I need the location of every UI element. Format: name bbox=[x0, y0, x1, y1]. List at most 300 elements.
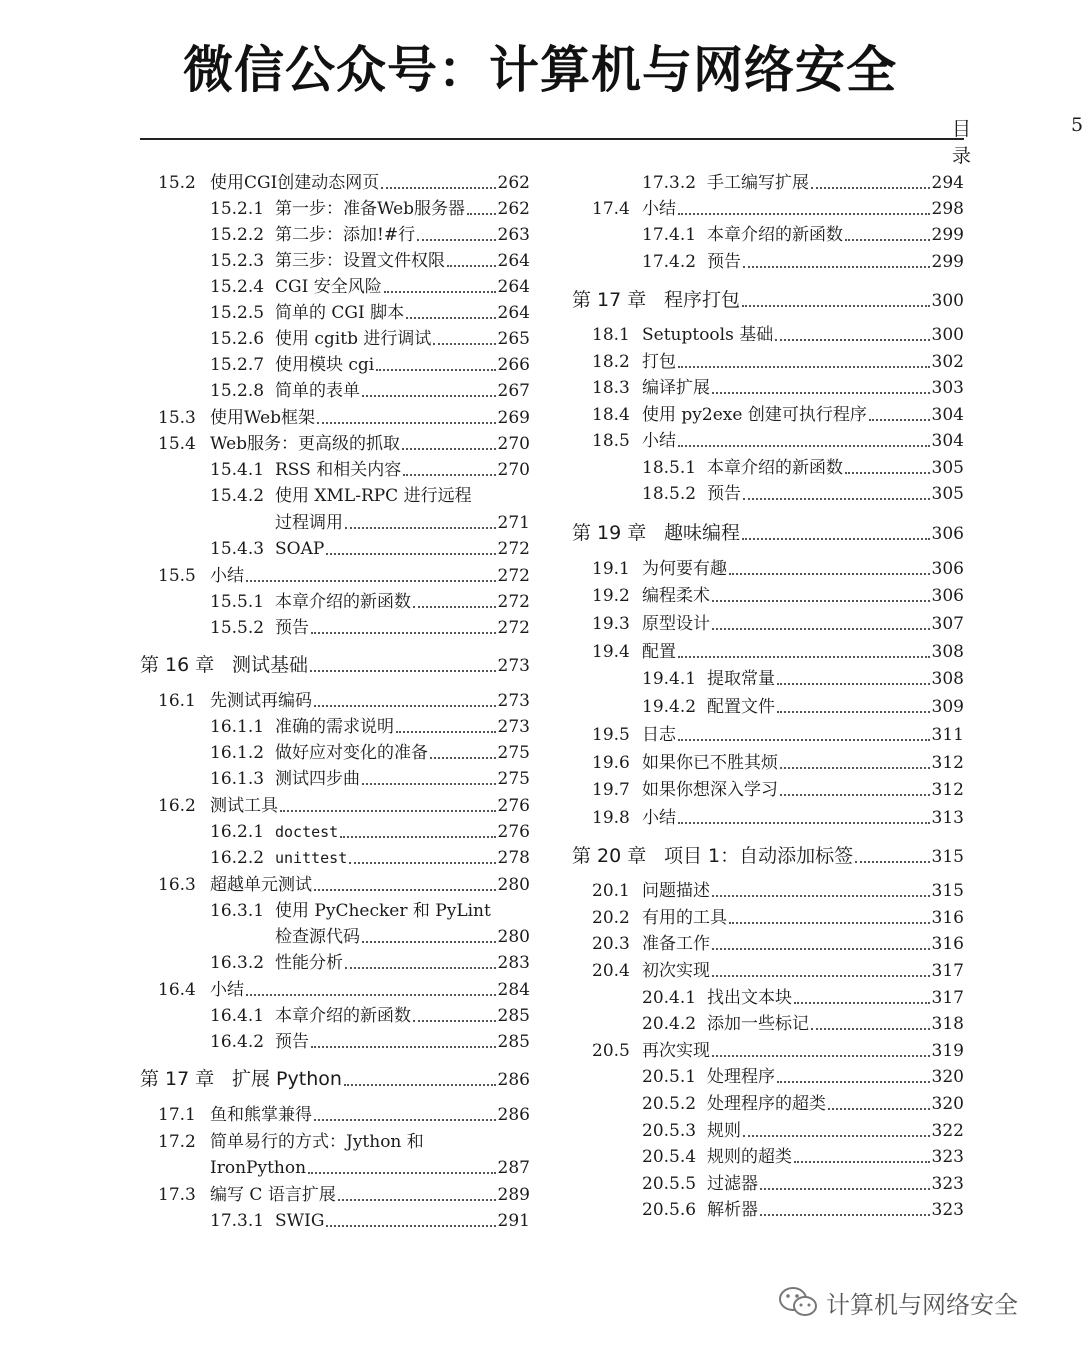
toc-entry-page-number: 312 bbox=[931, 780, 964, 800]
toc-entry-title: 程序打包 bbox=[664, 289, 741, 311]
toc-entry-row bbox=[140, 222, 530, 248]
toc-entry-title: 预告 bbox=[275, 1032, 309, 1052]
toc-entry-row bbox=[572, 196, 964, 222]
toc-entry-title: 再次实现 bbox=[642, 1041, 710, 1061]
toc-entry-title: 处理程序的超类 bbox=[707, 1094, 826, 1114]
dot-leader bbox=[760, 1214, 930, 1216]
toc-entry-row bbox=[572, 1091, 964, 1117]
dot-leader bbox=[777, 711, 930, 713]
toc-entry-row bbox=[572, 722, 964, 748]
toc-entry-number: 15.5.1 bbox=[210, 592, 265, 612]
dot-leader bbox=[402, 448, 496, 450]
toc-entry-page-number: 272 bbox=[497, 566, 530, 586]
toc-entry-title: IronPython bbox=[210, 1158, 307, 1178]
toc-entry-number: 16.1.3 bbox=[210, 769, 265, 789]
toc-chapter-row bbox=[140, 1064, 530, 1094]
toc-entry-title: 处理程序 bbox=[707, 1067, 775, 1087]
toc-entry-page-number: 306 bbox=[931, 559, 964, 579]
dot-leader bbox=[742, 538, 930, 540]
toc-entry-page-number: 323 bbox=[931, 1147, 964, 1167]
toc-entry-page-number: 280 bbox=[497, 927, 530, 947]
dot-leader bbox=[678, 213, 930, 215]
toc-entry-page-number: 316 bbox=[931, 934, 964, 954]
toc-entry-title: 使用 XML-RPC 进行远程 bbox=[275, 486, 472, 506]
toc-entry-row bbox=[572, 611, 964, 637]
toc-entry-page-number: 270 bbox=[497, 434, 530, 454]
dot-leader bbox=[413, 606, 496, 608]
toc-entry-row bbox=[572, 1197, 964, 1223]
toc-entry-number: 18.5.2 bbox=[642, 484, 697, 504]
toc-entry-page-number: 264 bbox=[497, 251, 530, 271]
dot-leader bbox=[433, 343, 495, 345]
toc-entry-row bbox=[572, 1171, 964, 1197]
dot-leader bbox=[326, 1225, 495, 1227]
toc-entry-row bbox=[572, 455, 964, 481]
toc-entry-number: 18.5.1 bbox=[642, 458, 697, 478]
toc-entry-title: 测试工具 bbox=[210, 796, 278, 816]
toc-entry-row bbox=[572, 666, 964, 692]
dot-leader bbox=[467, 213, 496, 215]
toc-entry-row bbox=[572, 905, 964, 931]
toc-entry-number: 15.2.3 bbox=[210, 251, 265, 271]
toc-entry-row bbox=[572, 556, 964, 582]
toc-entry-page-number: 291 bbox=[497, 1211, 530, 1231]
toc-entry-number: 20.5.1 bbox=[642, 1067, 697, 1087]
toc-entry-page-number: 299 bbox=[931, 252, 964, 272]
toc-entry-page-number: 264 bbox=[497, 277, 530, 297]
toc-entry-title: 做好应对变化的准备 bbox=[275, 743, 428, 763]
dot-leader bbox=[384, 291, 496, 293]
toc-entry-title: 添加一些标记 bbox=[707, 1014, 809, 1034]
toc-entry-row bbox=[140, 898, 530, 924]
toc-entry-row bbox=[140, 793, 530, 819]
toc-entry-page-number: 278 bbox=[497, 848, 530, 868]
toc-entry-title: 趣味编程 bbox=[664, 522, 741, 544]
toc-entry-title: 小结 bbox=[642, 431, 676, 451]
toc-entry-number: 17.3.2 bbox=[642, 173, 697, 193]
dot-leader bbox=[314, 889, 496, 891]
toc-entry-title: 打包 bbox=[642, 352, 676, 372]
dot-leader bbox=[406, 317, 495, 319]
toc-entry-title: 第一步：准备Web服务器 bbox=[275, 199, 466, 219]
toc-entry-row bbox=[140, 378, 530, 404]
toc-entry-page-number: 285 bbox=[497, 1006, 530, 1026]
dot-leader bbox=[413, 1020, 496, 1022]
dot-leader bbox=[344, 1084, 496, 1086]
toc-entry-row bbox=[140, 766, 530, 792]
toc-entry-page-number: 315 bbox=[931, 847, 964, 867]
toc-entry-row bbox=[140, 170, 530, 196]
dot-leader bbox=[869, 419, 930, 421]
toc-entry-number: 19.4.1 bbox=[642, 669, 697, 689]
dot-leader bbox=[712, 392, 930, 394]
toc-entry-row bbox=[572, 1038, 964, 1064]
toc-entry-number: 18.5 bbox=[592, 431, 630, 451]
toc-entry-page-number: 317 bbox=[931, 961, 964, 981]
toc-entry-number: 16.2.1 bbox=[210, 822, 265, 842]
toc-chapter-row bbox=[572, 285, 964, 315]
toc-entry-row bbox=[572, 222, 964, 248]
toc-entry-number: 15.2.5 bbox=[210, 303, 265, 323]
toc-entry-title: 第二步：添加!#行 bbox=[275, 225, 416, 245]
toc-entry-number: 19.2 bbox=[592, 586, 630, 606]
toc-entry-number: 19.3 bbox=[592, 614, 630, 634]
dot-leader bbox=[678, 445, 930, 447]
toc-entry-page-number: 273 bbox=[497, 691, 530, 711]
toc-entry-page-number: 323 bbox=[931, 1174, 964, 1194]
toc-entry-page-number: 266 bbox=[497, 355, 530, 375]
toc-entry-row bbox=[140, 1129, 530, 1155]
dot-leader bbox=[345, 967, 496, 969]
toc-entry-title: 预告 bbox=[707, 252, 741, 272]
toc-entry-number: 15.2.4 bbox=[210, 277, 265, 297]
toc-entry-title: 检查源代码 bbox=[275, 927, 360, 947]
toc-entry-title: 找出文本块 bbox=[707, 988, 792, 1008]
toc-entry-page-number: 276 bbox=[497, 822, 530, 842]
toc-entry-page-number: 275 bbox=[497, 743, 530, 763]
toc-entry-page-number: 306 bbox=[931, 524, 964, 544]
toc-entry-page-number: 308 bbox=[931, 642, 964, 662]
toc-entry-number: 15.4.3 bbox=[210, 539, 265, 559]
toc-entry-row bbox=[140, 714, 530, 740]
toc-entry-page-number: 303 bbox=[931, 378, 964, 398]
toc-entry-row bbox=[140, 1003, 530, 1029]
toc-entry-number: 18.2 bbox=[592, 352, 630, 372]
dot-leader bbox=[308, 1172, 496, 1174]
banner-title: 微信公众号：计算机与网络安全 bbox=[183, 41, 897, 99]
toc-entry-page-number: 294 bbox=[931, 173, 964, 193]
toc-entry-title: Setuptools 基础 bbox=[642, 325, 774, 345]
toc-entry-row bbox=[140, 924, 530, 950]
toc-entry-number: 16.4.1 bbox=[210, 1006, 265, 1026]
toc-entry-title: 测试基础 bbox=[232, 654, 309, 676]
dot-leader bbox=[403, 474, 495, 476]
toc-entry-number: 第 16 章 bbox=[140, 654, 215, 676]
toc-entry-row bbox=[140, 405, 530, 431]
toc-entry-page-number: 267 bbox=[497, 381, 530, 401]
dot-leader bbox=[314, 705, 496, 707]
toc-entry-number: 16.2 bbox=[158, 796, 196, 816]
dot-leader bbox=[855, 861, 929, 863]
toc-entry-number: 16.2.2 bbox=[210, 848, 265, 868]
toc-entry-row bbox=[140, 196, 530, 222]
dot-leader bbox=[246, 994, 496, 996]
toc-entry-title: 配置文件 bbox=[707, 697, 775, 717]
toc-entry-page-number: 322 bbox=[931, 1121, 964, 1141]
running-head-label: 目录 bbox=[952, 118, 1002, 167]
toc-entry-title: 本章介绍的新函数 bbox=[707, 458, 843, 478]
toc-entry-page-number: 323 bbox=[931, 1200, 964, 1220]
toc-entry-number: 19.4 bbox=[592, 642, 630, 662]
toc-entry-row bbox=[140, 248, 530, 274]
toc-entry-page-number: 315 bbox=[931, 881, 964, 901]
toc-entry-number: 16.1.1 bbox=[210, 717, 265, 737]
toc-entry-title: 使用 PyChecker 和 PyLint bbox=[275, 901, 491, 921]
dot-leader bbox=[362, 941, 496, 943]
toc-entry-page-number: 302 bbox=[931, 352, 964, 372]
watermark bbox=[778, 1282, 1018, 1322]
dot-leader bbox=[362, 783, 496, 785]
toc-entry-row bbox=[140, 431, 530, 457]
toc-chapter-row bbox=[572, 841, 964, 871]
dot-leader bbox=[712, 948, 930, 950]
toc-entry-number: 15.4.1 bbox=[210, 460, 265, 480]
toc-chapter-row bbox=[140, 650, 530, 680]
toc-entry-row bbox=[572, 481, 964, 507]
toc-entry-page-number: 262 bbox=[497, 199, 530, 219]
dot-leader bbox=[743, 266, 930, 268]
toc-entry-page-number: 289 bbox=[497, 1185, 530, 1205]
dot-leader bbox=[430, 757, 496, 759]
toc-entry-row bbox=[140, 688, 530, 714]
dot-leader bbox=[349, 862, 495, 864]
toc-entry-page-number: 272 bbox=[497, 618, 530, 638]
dot-leader bbox=[340, 836, 495, 838]
dot-leader bbox=[794, 1002, 930, 1004]
toc-entry-row bbox=[140, 510, 530, 536]
toc-entry-number: 20.5 bbox=[592, 1041, 630, 1061]
toc-entry-page-number: 304 bbox=[931, 431, 964, 451]
toc-entry-title: 扩展 Python bbox=[232, 1068, 342, 1090]
toc-entry-row bbox=[572, 805, 964, 831]
toc-entry-page-number: 287 bbox=[497, 1158, 530, 1178]
dot-leader bbox=[712, 1055, 930, 1057]
toc-entry-row bbox=[140, 457, 530, 483]
toc-entry-number: 15.5.2 bbox=[210, 618, 265, 638]
toc-entry-number: 18.4 bbox=[592, 405, 630, 425]
toc-entry-number: 19.6 bbox=[592, 753, 630, 773]
toc-entry-row bbox=[572, 583, 964, 609]
dot-leader bbox=[310, 670, 496, 672]
toc-entry-page-number: 272 bbox=[497, 539, 530, 559]
toc-entry-page-number: 311 bbox=[931, 725, 964, 745]
toc-entry-title: 项目 1：自动添加标签 bbox=[664, 845, 854, 867]
toc-entry-page-number: 304 bbox=[931, 405, 964, 425]
toc-entry-row bbox=[572, 1011, 964, 1037]
toc-entry-number: 17.3 bbox=[158, 1185, 196, 1205]
toc-entry-number: 20.4 bbox=[592, 961, 630, 981]
toc-entry-row bbox=[572, 375, 964, 401]
dot-leader bbox=[845, 472, 930, 474]
toc-entry-row bbox=[572, 1144, 964, 1170]
toc-entry-number: 15.4 bbox=[158, 434, 196, 454]
toc-entry-number: 15.5 bbox=[158, 566, 196, 586]
toc-entry-row bbox=[572, 750, 964, 776]
toc-entry-page-number: 298 bbox=[931, 199, 964, 219]
toc-entry-row bbox=[140, 615, 530, 641]
toc-entry-page-number: 305 bbox=[931, 458, 964, 478]
toc-entry-title: 简单易行的方式：Jython 和 bbox=[210, 1132, 424, 1152]
toc-entry-number: 20.5.4 bbox=[642, 1147, 697, 1167]
toc-entry-title: 问题描述 bbox=[642, 881, 710, 901]
toc-entry-page-number: 316 bbox=[931, 908, 964, 928]
toc-entry-row bbox=[140, 1182, 530, 1208]
dot-leader bbox=[780, 794, 930, 796]
toc-entry-number: 16.4.2 bbox=[210, 1032, 265, 1052]
toc-entry-row bbox=[140, 274, 530, 300]
toc-chapter-row bbox=[572, 518, 964, 548]
toc-entry-row bbox=[140, 977, 530, 1003]
dot-leader bbox=[326, 553, 495, 555]
dot-leader bbox=[845, 239, 930, 241]
toc-entry-title: 小结 bbox=[642, 808, 676, 828]
toc-entry-title: 测试四步曲 bbox=[275, 769, 360, 789]
toc-entry-row bbox=[572, 694, 964, 720]
toc-entry-row bbox=[140, 740, 530, 766]
toc-entry-row bbox=[572, 958, 964, 984]
toc-entry-title: 准备工作 bbox=[642, 934, 710, 954]
dot-leader bbox=[760, 1188, 930, 1190]
toc-entry-page-number: 313 bbox=[931, 808, 964, 828]
dot-leader bbox=[775, 339, 929, 341]
dot-leader bbox=[828, 1108, 930, 1110]
toc-entry-number: 19.7 bbox=[592, 780, 630, 800]
toc-entry-page-number: 318 bbox=[931, 1014, 964, 1034]
dot-leader bbox=[362, 395, 496, 397]
toc-entry-number: 第 17 章 bbox=[572, 289, 647, 311]
toc-entry-number: 20.1 bbox=[592, 881, 630, 901]
toc-entry-number: 第 20 章 bbox=[572, 845, 647, 867]
toc-entry-row bbox=[572, 985, 964, 1011]
toc-entry-title: 提取常量 bbox=[707, 669, 775, 689]
toc-entry-number: 17.2 bbox=[158, 1132, 196, 1152]
toc-entry-row bbox=[140, 1029, 530, 1055]
toc-entry-row bbox=[572, 931, 964, 957]
toc-entry-page-number: 275 bbox=[497, 769, 530, 789]
toc-entry-row bbox=[572, 428, 964, 454]
toc-entry-title: 编译扩展 bbox=[642, 378, 710, 398]
toc-entry-number: 20.5.6 bbox=[642, 1200, 697, 1220]
dot-leader bbox=[712, 975, 930, 977]
toc-entry-page-number: 307 bbox=[931, 614, 964, 634]
toc-entry-title: SWIG bbox=[275, 1211, 325, 1231]
dot-leader bbox=[742, 305, 930, 307]
toc-entry-page-number: 299 bbox=[931, 225, 964, 245]
toc-entry-number: 20.5.5 bbox=[642, 1174, 697, 1194]
toc-entry-number: 16.3 bbox=[158, 875, 196, 895]
toc-entry-number: 16.4 bbox=[158, 980, 196, 1000]
running-head bbox=[140, 114, 1083, 167]
dot-leader bbox=[678, 366, 930, 368]
running-head-page-number: 5 bbox=[1071, 114, 1083, 136]
toc-entry-number: 19.1 bbox=[592, 559, 630, 579]
dot-leader bbox=[417, 239, 495, 241]
toc-entry-row bbox=[572, 402, 964, 428]
dot-leader bbox=[780, 767, 930, 769]
toc-entry-page-number: 284 bbox=[497, 980, 530, 1000]
toc-entry-page-number: 319 bbox=[931, 1041, 964, 1061]
toc-entry-title: SOAP bbox=[275, 539, 325, 559]
toc-entry-page-number: 262 bbox=[497, 173, 530, 193]
toc-entry-row bbox=[140, 1208, 530, 1234]
toc-entry-page-number: 269 bbox=[497, 408, 530, 428]
toc-entry-page-number: 285 bbox=[497, 1032, 530, 1052]
toc-entry-title: 原型设计 bbox=[642, 614, 710, 634]
toc-entry-number: 16.1.2 bbox=[210, 743, 265, 763]
toc-entry-page-number: 263 bbox=[497, 225, 530, 245]
toc-entry-row bbox=[140, 845, 530, 871]
toc-entry-title: 使用 cgitb 进行调试 bbox=[275, 329, 432, 349]
toc-entry-title: 使用模块 cgi bbox=[275, 355, 375, 375]
dot-leader bbox=[794, 1161, 930, 1163]
toc-entry-row bbox=[140, 326, 530, 352]
toc-entry-title: 编写 C 语言扩展 bbox=[210, 1185, 336, 1205]
toc-entry-title: 鱼和熊掌兼得 bbox=[210, 1105, 312, 1125]
toc-entry-number: 19.4.2 bbox=[642, 697, 697, 717]
toc-entry-row bbox=[572, 1118, 964, 1144]
toc-entry-title: 过滤器 bbox=[707, 1174, 758, 1194]
watermark-text: 计算机与网络安全 bbox=[826, 1290, 1018, 1319]
dot-leader bbox=[811, 1028, 930, 1030]
toc-entry-number: 15.2.1 bbox=[210, 199, 265, 219]
toc-entry-title: 如果你已不胜其烦 bbox=[642, 753, 778, 773]
dot-leader bbox=[712, 895, 930, 897]
dot-leader bbox=[712, 628, 930, 630]
dot-leader bbox=[338, 1199, 496, 1201]
toc-entry-page-number: 270 bbox=[497, 460, 530, 480]
dot-leader bbox=[376, 369, 495, 371]
dot-leader bbox=[381, 187, 495, 189]
toc-entry-number: 19.5 bbox=[592, 725, 630, 745]
dot-leader bbox=[311, 632, 496, 634]
toc-entry-page-number: 320 bbox=[931, 1094, 964, 1114]
toc-entry-title: 使用CGI创建动态网页 bbox=[210, 173, 380, 193]
toc-entry-number: 17.4.2 bbox=[642, 252, 697, 272]
toc-entry-number: 20.4.2 bbox=[642, 1014, 697, 1034]
toc-entry-title: 规则的超类 bbox=[707, 1147, 792, 1167]
toc-entry-title: 超越单元测试 bbox=[210, 875, 312, 895]
toc-entry-row bbox=[140, 1155, 530, 1181]
toc-entry-page-number: 272 bbox=[497, 592, 530, 612]
dot-leader bbox=[712, 600, 930, 602]
toc-entry-number: 20.3 bbox=[592, 934, 630, 954]
toc-entry-row bbox=[572, 878, 964, 904]
toc-entry-page-number: 271 bbox=[497, 513, 530, 533]
toc-entry-title: Web服务：更高级的抓取 bbox=[210, 434, 401, 454]
toc-entry-title: CGI 安全风险 bbox=[275, 277, 382, 297]
toc-entry-number: 16.3.1 bbox=[210, 901, 265, 921]
toc-entry-row bbox=[140, 483, 530, 509]
toc-entry-number: 20.2 bbox=[592, 908, 630, 928]
toc-entry-title: 小结 bbox=[210, 980, 244, 1000]
toc-entry-title: 过程调用 bbox=[275, 513, 343, 533]
toc-entry-row bbox=[572, 1064, 964, 1090]
toc-entry-number: 20.5.3 bbox=[642, 1121, 697, 1141]
toc-entry-title: 准确的需求说明 bbox=[275, 717, 394, 737]
toc-entry-title: unittest bbox=[275, 849, 348, 867]
toc-entry-title: 本章介绍的新函数 bbox=[275, 1006, 411, 1026]
toc-entry-title: 使用 py2exe 创建可执行程序 bbox=[642, 405, 867, 425]
toc-entry-title: 本章介绍的新函数 bbox=[707, 225, 843, 245]
toc-entry-row bbox=[572, 349, 964, 375]
toc-entry-row bbox=[140, 563, 530, 589]
toc-entry-row bbox=[572, 639, 964, 665]
toc-entry-title: 小结 bbox=[642, 199, 676, 219]
toc-entry-number: 15.2.7 bbox=[210, 355, 265, 375]
toc-entry-page-number: 280 bbox=[497, 875, 530, 895]
toc-entry-number: 17.3.1 bbox=[210, 1211, 265, 1231]
toc-entry-row bbox=[140, 872, 530, 898]
toc-entry-page-number: 320 bbox=[931, 1067, 964, 1087]
toc-entry-number: 17.1 bbox=[158, 1105, 196, 1125]
dot-leader bbox=[396, 731, 496, 733]
toc-entry-title: 有用的工具 bbox=[642, 908, 727, 928]
toc-entry-title: 小结 bbox=[210, 566, 244, 586]
toc-entry-title: 如果你想深入学习 bbox=[642, 780, 778, 800]
dot-leader bbox=[246, 580, 496, 582]
dot-leader bbox=[314, 1119, 496, 1121]
toc-entry-page-number: 317 bbox=[931, 988, 964, 1008]
